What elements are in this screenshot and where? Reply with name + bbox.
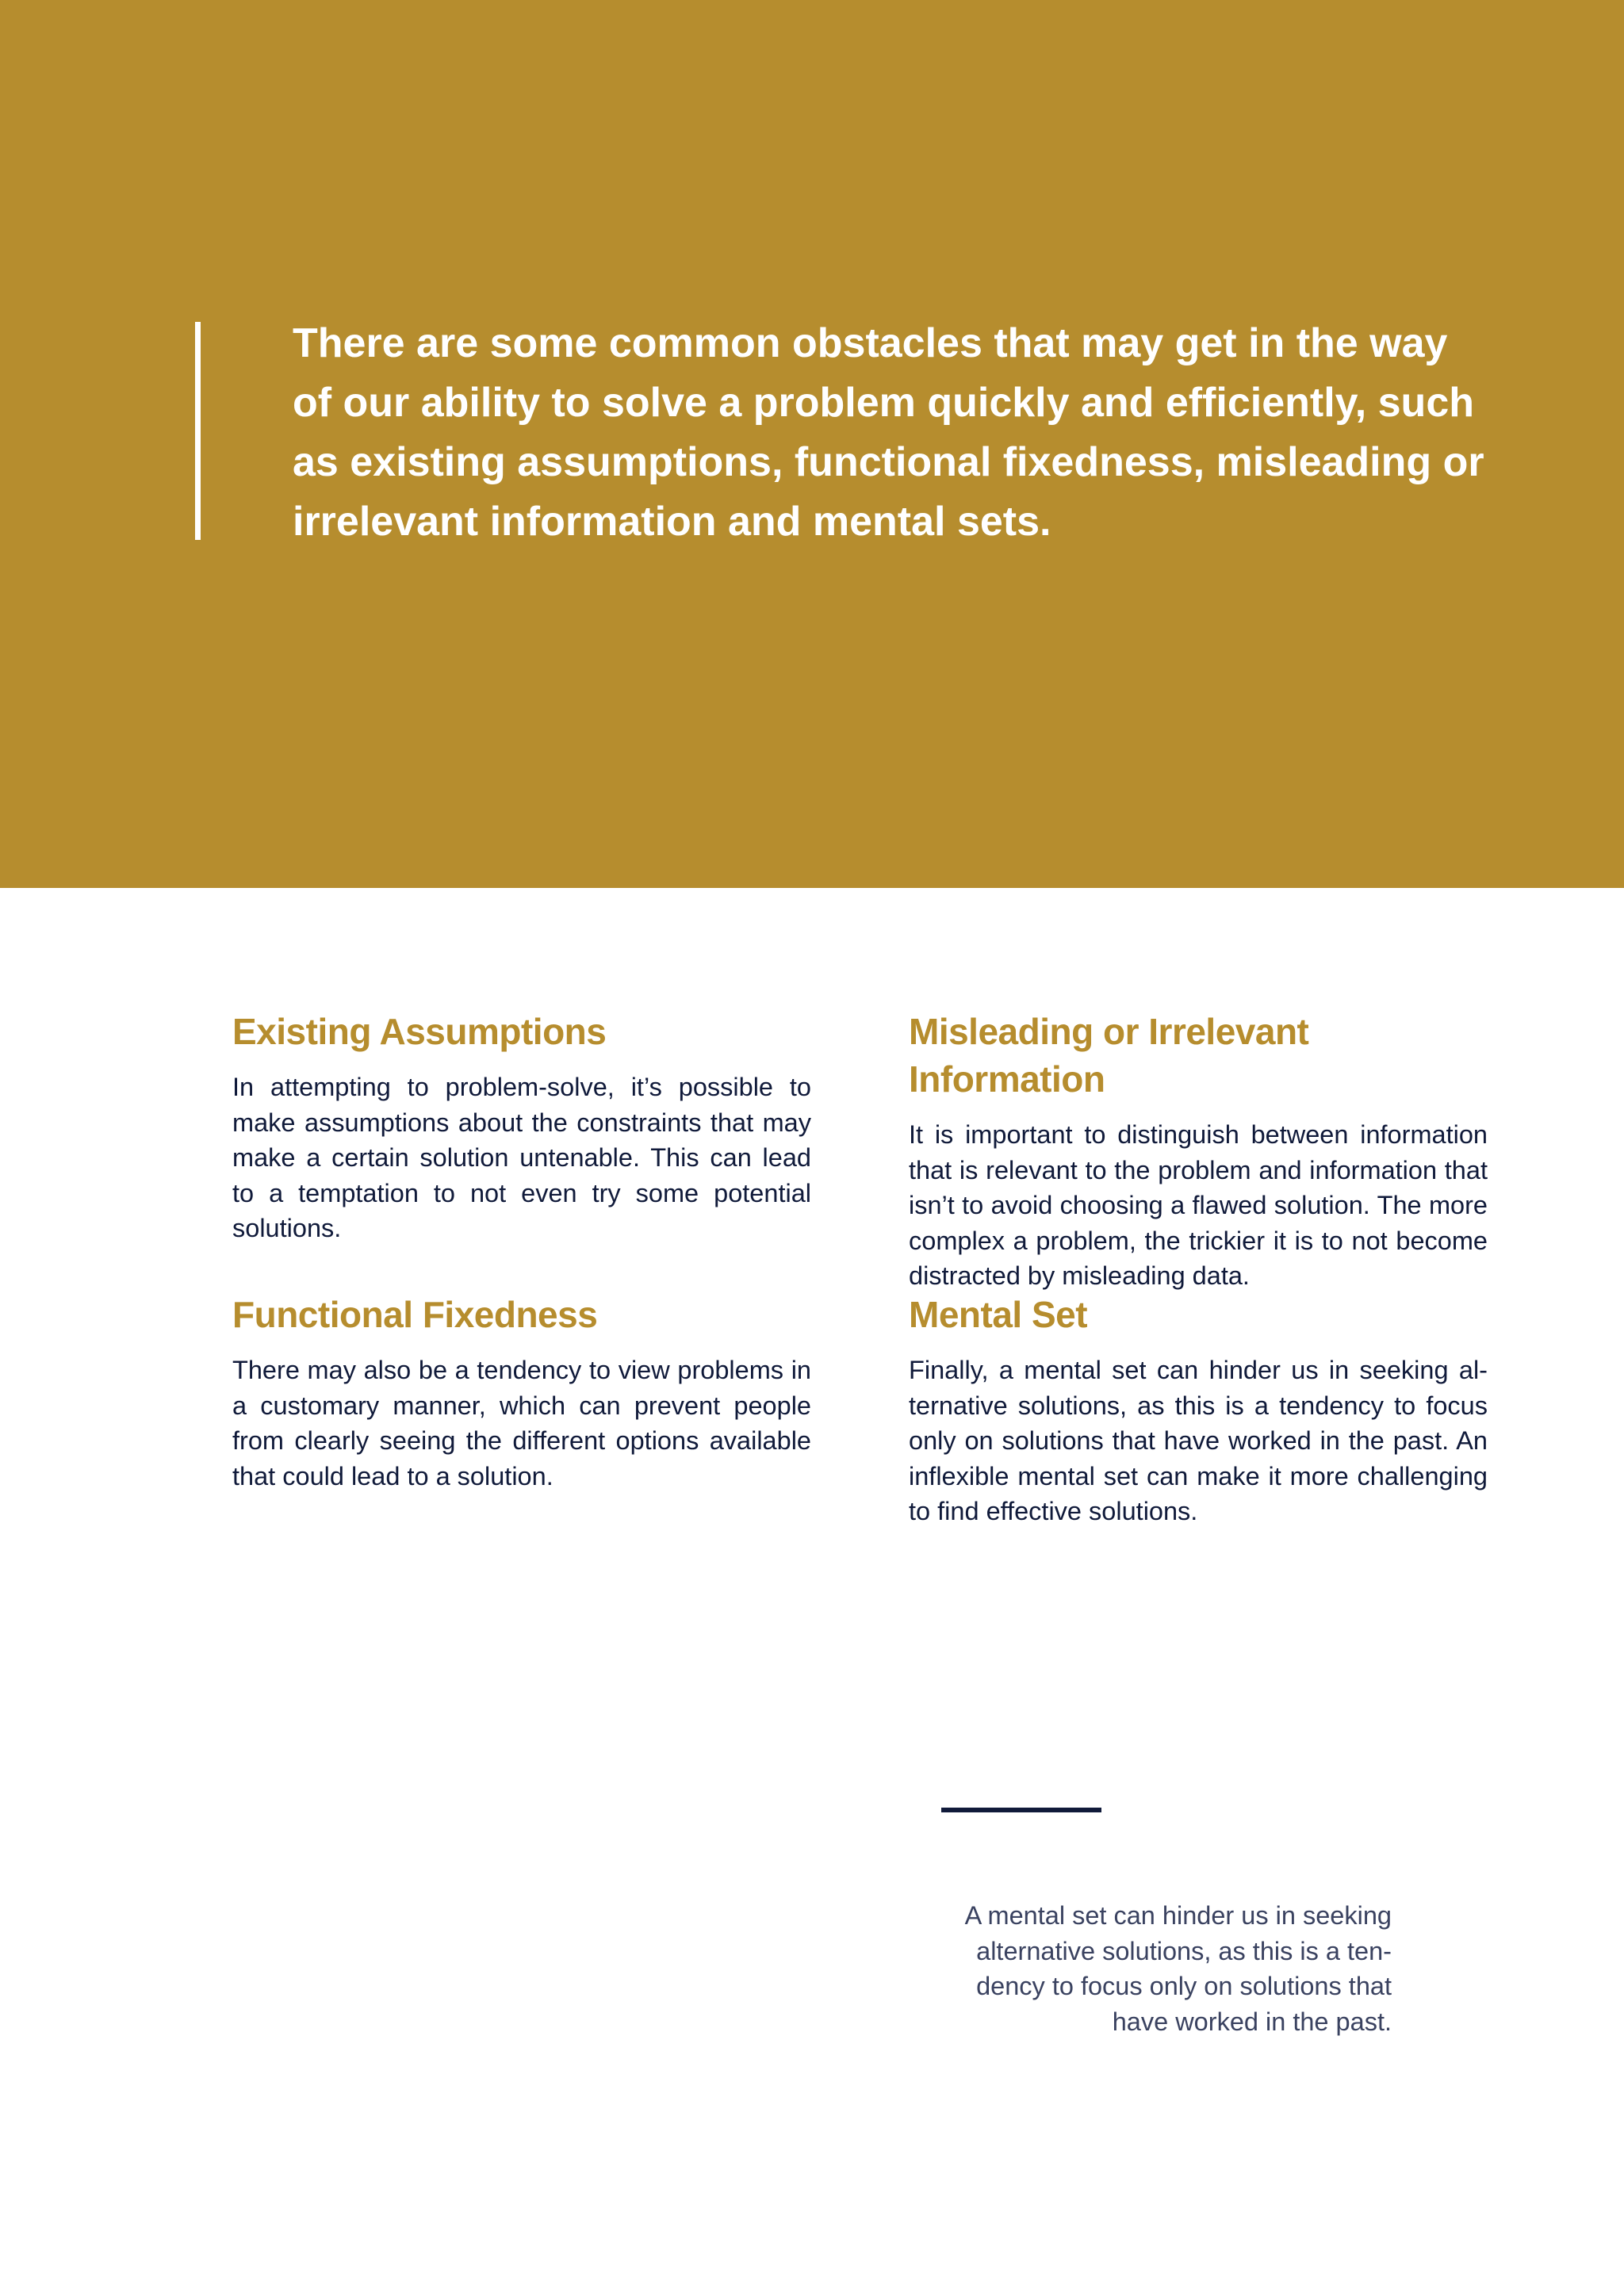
section-body: There may also be a tendency to view problems in a customary manner, which can prevent people from clearly seeing the different options available that could lead to a solution. xyxy=(232,1356,811,1490)
section-mental-set xyxy=(909,1291,1488,1529)
pull-quote: A mental set can hinder us in seeking alternative solutions, as this is a ten- dency to focus only on solutions that have worked in the past. xyxy=(964,1901,1392,2036)
section-body: It is important to distinguish between information that is relevant to the problem and information that isn’t to avoid choosing a flawed solution. The more complex a problem, the trickier it is to not become distracted by misleading data. xyxy=(909,1120,1488,1290)
section-title: Misleading or Irrelevant Information xyxy=(909,1011,1309,1100)
section-title: Functional Fixedness xyxy=(232,1294,598,1335)
section-existing-assumptions xyxy=(232,1008,811,1246)
section-title: Existing Assumptions xyxy=(232,1011,607,1052)
section-body: Finally, a mental set can hinder us in seeking alternative solutions, as this is a tendency to focus only on solutions that have worked in the past. An inflexible mental set can make it more challenging to find effective solutions. xyxy=(909,1356,1488,1525)
quote-accent-bar xyxy=(195,322,201,540)
section-body: In attempting to problem-solve, it’s possible to make assumptions about the constraints that may make a certain solution untenable. This can lead to a temptation to not even try some potential solutions. xyxy=(232,1073,811,1242)
hero-quote: There are some common obstacles that may get in the way of our ability to solve a problem quickly and efficiently, such as existing assumptions, functional fixedness, misleading or irrelevant information and mental sets. xyxy=(293,320,1484,545)
pull-quote-divider xyxy=(941,1808,1101,1812)
section-title: Mental Set xyxy=(909,1294,1088,1335)
section-misleading-information xyxy=(909,1008,1488,1294)
hero-banner xyxy=(0,0,1624,888)
section-functional-fixedness xyxy=(232,1291,811,1494)
